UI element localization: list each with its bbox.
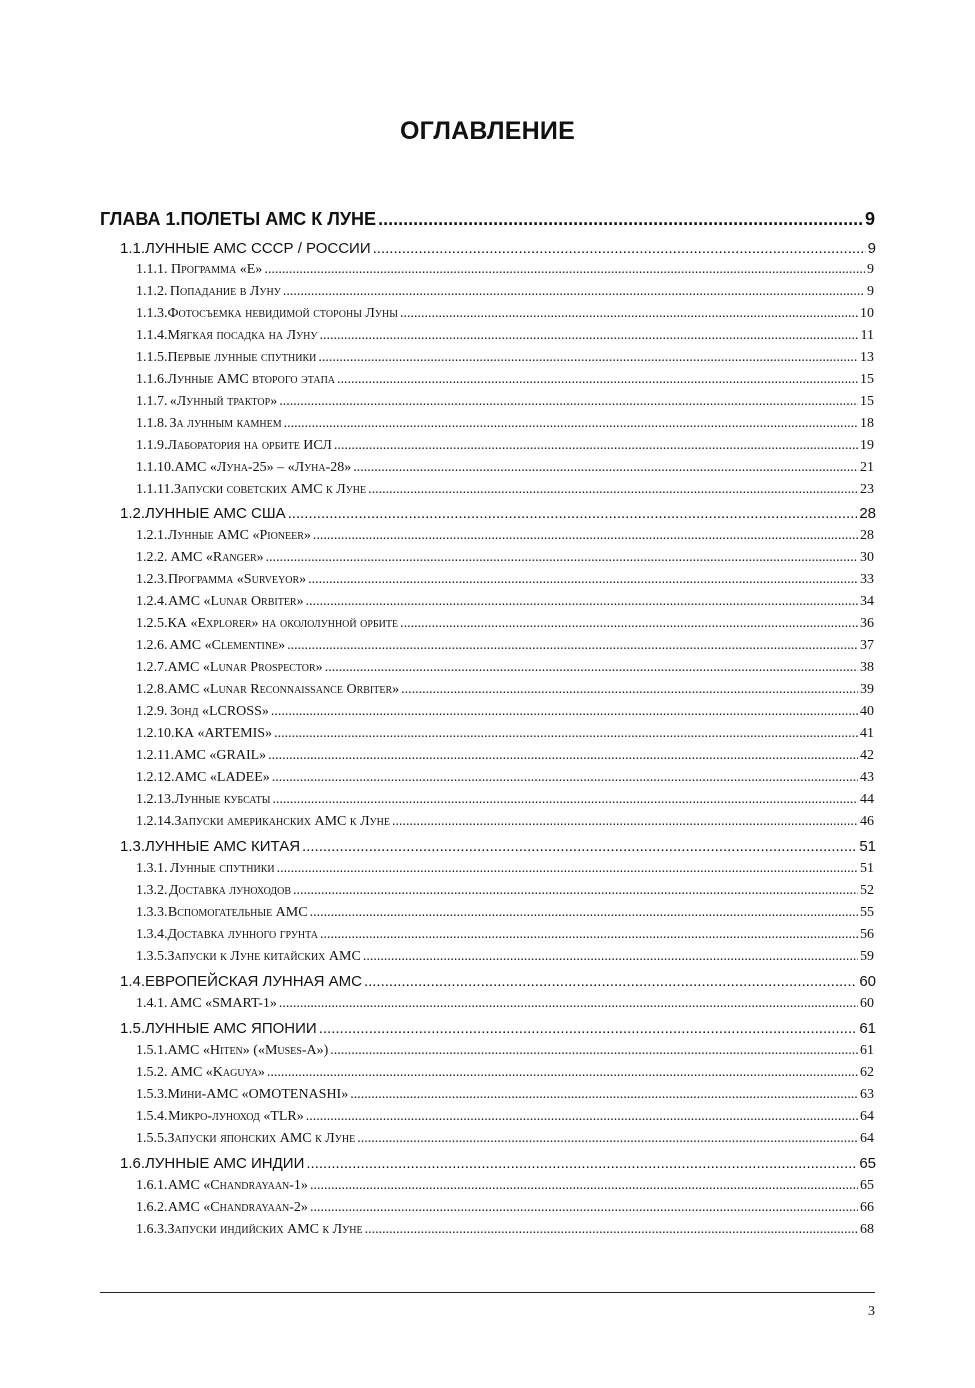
toc-entry-page: 42 <box>860 748 874 763</box>
toc-entry-page: 30 <box>860 550 874 565</box>
toc-section-entry[interactable] <box>120 838 876 855</box>
toc-entry-page: 38 <box>860 660 874 675</box>
toc-subsection-entry[interactable] <box>136 638 874 654</box>
toc-dot-leader <box>272 792 858 808</box>
toc-entry-number: 1.2.4. <box>136 594 168 609</box>
toc-entry-number: 1.4.1. <box>136 996 168 1011</box>
toc-section-entry[interactable] <box>120 505 876 522</box>
toc-entry-number: 1.2.14. <box>136 814 175 829</box>
toc-dot-leader <box>306 1109 858 1125</box>
toc-section-entry[interactable] <box>120 1020 876 1037</box>
toc-entry-title: ЛУННЫЕ АМС СССР / РОССИИ <box>145 240 371 257</box>
toc-entry-title: Лаборатория на орбите ИСЛ <box>167 438 332 453</box>
toc-chapter-entry[interactable] <box>100 209 875 230</box>
toc-subsection-entry[interactable] <box>136 372 874 388</box>
toc-dot-leader <box>310 1178 858 1194</box>
toc-entry-page: 18 <box>860 416 874 431</box>
toc-entry-title: Мини-АМС «OMOTENASHI» <box>167 1087 349 1102</box>
toc-entry-number: 1.2. <box>120 505 146 522</box>
toc-entry-title: ЕВРОПЕЙСКАЯ ЛУННАЯ АМС <box>145 973 362 990</box>
toc-entry-page: 28 <box>859 505 876 522</box>
toc-subsection-entry[interactable] <box>136 1178 874 1194</box>
toc-entry-title: ПОЛЕТЫ АМС К ЛУНЕ <box>180 209 377 229</box>
toc-entry-title: Запуски советских АМС к Луне <box>173 482 367 497</box>
toc-dot-leader <box>310 905 858 921</box>
toc-dot-leader <box>308 572 858 588</box>
toc-entry-page: 43 <box>860 770 874 785</box>
toc-dot-leader <box>268 748 858 764</box>
toc-dot-leader <box>302 838 857 855</box>
toc-entry-number: 1.1.3. <box>136 306 168 321</box>
toc-dot-leader <box>378 209 863 230</box>
toc-entry-number: 1.2.1. <box>136 528 168 543</box>
toc-dot-leader <box>287 638 858 654</box>
toc-entry-page: 55 <box>860 905 874 920</box>
toc-dot-leader <box>365 1222 858 1238</box>
toc-entry-number: 1.3.5. <box>136 949 168 964</box>
toc-entry-title: ЛУННЫЕ АМС США <box>145 505 286 522</box>
toc-subsection-entry[interactable] <box>136 1043 874 1059</box>
toc-entry-number: 1.6.1. <box>136 1178 168 1193</box>
toc-entry-title: Запуски индийских АМС к Луне <box>167 1222 363 1237</box>
toc-entry-title: ЛУННЫЕ АМС КИТАЯ <box>145 838 301 855</box>
toc-entry-title: АМС «Луна-25» – «Луна-28» <box>174 460 352 475</box>
toc-dot-leader <box>264 262 865 278</box>
toc-entry-number: 1.3.3. <box>136 905 168 920</box>
toc-entry-title: За лунным камнем <box>169 416 282 431</box>
toc-entry-title: Зонд «LCROSS» <box>170 704 269 719</box>
toc-entry-number: 1.1.8. <box>136 416 168 431</box>
toc-entry-title: ЛУННЫЕ АМС ЯПОНИИ <box>145 1020 317 1037</box>
toc-dot-leader <box>279 394 858 410</box>
toc-entry-number: 1.2.7. <box>136 660 168 675</box>
toc-entry-number: 1.2.5. <box>136 616 168 631</box>
toc-subsection-entry[interactable] <box>136 1065 874 1081</box>
toc-entry-number: 1.3. <box>120 838 146 855</box>
toc-entry-page: 63 <box>860 1087 874 1102</box>
toc-subsection-entry[interactable] <box>136 1087 874 1103</box>
toc-entry-title: АМС «Clementine» <box>169 638 286 653</box>
toc-entry-page: 23 <box>860 482 874 497</box>
toc-subsection-entry[interactable] <box>136 660 874 676</box>
toc-entry-title: КА «ARTEMIS» <box>174 726 273 741</box>
toc-entry-number: 1.1.1. <box>136 262 168 277</box>
toc-entry-title: Запуски американских АМС к Луне <box>174 814 390 829</box>
toc-entry-page: 40 <box>860 704 874 719</box>
toc-entry-title: АМС «Chandrayaan-2» <box>167 1200 308 1215</box>
toc-entry-number: 1.2.3. <box>136 572 168 587</box>
toc-entry-page: 41 <box>860 726 874 741</box>
toc-dot-leader <box>266 550 858 566</box>
toc-entry-title: Доставка лунного грунта <box>167 927 318 942</box>
toc-entry-page: 28 <box>860 528 874 543</box>
toc-entry-page: 51 <box>859 838 876 855</box>
toc-entry-page: 46 <box>860 814 874 829</box>
toc-dot-leader <box>293 883 858 899</box>
toc-entry-title: Лунные кубсаты <box>174 792 271 807</box>
toc-entry-page: 65 <box>859 1155 876 1172</box>
toc-dot-leader <box>310 1200 858 1216</box>
toc-entry-title: Программа «Е» <box>170 262 263 277</box>
toc-entry-page: 39 <box>860 682 874 697</box>
toc-entry-title: Попадание в Луну <box>169 284 281 299</box>
toc-entry-number: 1.2.10. <box>136 726 175 741</box>
toc-dot-leader <box>373 240 866 257</box>
toc-entry-page: 51 <box>860 861 874 876</box>
toc-entry-page: 52 <box>860 883 874 898</box>
toc-entry-title: Микро-луноход «TLR» <box>168 1109 304 1124</box>
toc-subsection-entry[interactable] <box>136 460 874 476</box>
toc-entry-title: АМС «GRAIL» <box>173 748 267 763</box>
toc-entry-title: АМС «Chandrayaan-1» <box>167 1178 308 1193</box>
toc-section-entry[interactable] <box>120 973 876 990</box>
toc-entry-number: 1.2.12. <box>136 770 175 785</box>
toc-dot-leader <box>337 372 858 388</box>
toc-subsection-entry[interactable] <box>136 528 874 544</box>
toc-subsection-entry[interactable] <box>136 1131 874 1147</box>
toc-entry-page: 65 <box>860 1178 874 1193</box>
toc-dot-leader <box>274 726 858 742</box>
toc-subsection-entry[interactable] <box>136 927 874 943</box>
toc-entry-page: 9 <box>867 240 876 257</box>
toc-dot-leader <box>306 1155 857 1172</box>
toc-dot-leader <box>400 616 858 632</box>
toc-entry-title: Лунные спутники <box>169 861 275 876</box>
toc-dot-leader <box>313 528 858 544</box>
toc-entry-page: 19 <box>860 438 874 453</box>
toc-subsection-entry[interactable] <box>136 792 874 808</box>
toc-entry-number: 1.5. <box>120 1020 146 1037</box>
toc-dot-leader <box>267 1065 858 1081</box>
toc-entry-title: АМС «SMART-1» <box>169 996 277 1011</box>
toc-subsection-entry[interactable] <box>136 438 874 454</box>
toc-dot-leader <box>320 927 858 943</box>
toc-entry-title: АМС «Lunar Orbiter» <box>168 594 304 609</box>
toc-entry-page: 15 <box>860 372 874 387</box>
toc-dot-leader <box>400 306 858 322</box>
toc-entry-number: 1.6. <box>120 1155 146 1172</box>
toc-entry-page: 13 <box>860 350 874 365</box>
toc-entry-page: 9 <box>867 262 874 277</box>
toc-entry-number: 1.6.2. <box>136 1200 168 1215</box>
toc-entry-number: 1.1. <box>120 240 146 257</box>
toc-entry-page: 61 <box>859 1020 876 1037</box>
toc-entry-title: Запуски японских АМС к Луне <box>167 1131 356 1146</box>
toc-dot-leader <box>319 1020 858 1037</box>
toc-subsection-entry[interactable] <box>136 482 874 498</box>
toc-subsection-entry[interactable] <box>136 748 874 764</box>
toc-dot-leader <box>283 284 865 300</box>
toc-dot-leader <box>319 328 858 344</box>
toc-entry-title: Доставка луноходов <box>168 883 292 898</box>
toc-subsection-entry[interactable] <box>136 682 874 698</box>
toc-entry-page: 68 <box>860 1222 874 1237</box>
toc-subsection-entry[interactable] <box>136 594 874 610</box>
toc-subsection-entry[interactable] <box>136 883 874 899</box>
toc-dot-leader <box>272 770 858 786</box>
toc-subsection-entry[interactable] <box>136 284 874 300</box>
toc-subsection-entry[interactable] <box>136 949 874 965</box>
toc-subsection-entry[interactable] <box>136 996 874 1012</box>
toc-entry-page: 64 <box>860 1109 874 1124</box>
toc-dot-leader <box>277 861 858 877</box>
toc-entry-title: Фотосъемка невидимой стороны Луны <box>167 306 398 321</box>
toc-entry-page: 9 <box>867 284 874 299</box>
toc-entry-number: 1.1.7. <box>136 394 168 409</box>
toc-entry-title: Мягкая посадка на Луну <box>167 328 318 343</box>
toc-entry-number: 1.2.8. <box>136 682 168 697</box>
toc-entry-page: 44 <box>860 792 874 807</box>
toc-entry-page: 60 <box>859 973 876 990</box>
toc-subsection-entry[interactable] <box>136 550 874 566</box>
footer-divider <box>100 1292 875 1293</box>
toc-dot-leader <box>364 973 857 990</box>
toc-dot-leader <box>271 704 858 720</box>
toc-subsection-entry[interactable] <box>136 770 874 786</box>
toc-entry-page: 59 <box>860 949 874 964</box>
toc-entry-page: 61 <box>860 1043 874 1058</box>
toc-entry-number: ГЛАВА 1. <box>100 209 181 229</box>
toc-entry-title: АМС «Ranger» <box>170 550 264 565</box>
toc-dot-leader <box>279 996 858 1012</box>
toc-entry-title: Запуски к Луне китайских АМС <box>167 949 361 964</box>
toc-section-entry[interactable] <box>120 240 876 257</box>
toc-section-entry[interactable] <box>120 1155 876 1172</box>
toc-dot-leader <box>350 1087 858 1103</box>
toc-subsection-entry[interactable] <box>136 861 874 877</box>
toc-entry-page: 60 <box>860 996 874 1011</box>
toc-entry-title: Лунные АМС «Pioneer» <box>167 528 311 543</box>
toc-subsection-entry[interactable] <box>136 350 874 366</box>
toc-dot-leader <box>325 660 858 676</box>
toc-entry-title: «Лунный трактор» <box>169 394 278 409</box>
toc-entry-number: 1.1.6. <box>136 372 168 387</box>
toc-subsection-entry[interactable] <box>136 905 874 921</box>
toc-entry-title: АМС «Lunar Prospector» <box>167 660 323 675</box>
toc-subsection-entry[interactable] <box>136 416 874 432</box>
toc-entry-title: ЛУННЫЕ АМС ИНДИИ <box>145 1155 305 1172</box>
toc-entry-title: Лунные АМС второго этапа <box>167 372 336 387</box>
toc-entry-number: 1.1.10. <box>136 460 175 475</box>
page-number: 3 <box>868 1304 875 1319</box>
toc-entry-number: 1.5.4. <box>136 1109 168 1124</box>
toc-entry-number: 1.6.3. <box>136 1222 168 1237</box>
toc-subsection-entry[interactable] <box>136 306 874 322</box>
toc-dot-leader <box>401 682 858 698</box>
toc-entry-number: 1.5.1. <box>136 1043 168 1058</box>
toc-dot-leader <box>306 594 858 610</box>
toc-entry-number: 1.1.11. <box>136 482 174 497</box>
toc-entry-number: 1.1.5. <box>136 350 168 365</box>
toc-entry-page: 37 <box>860 638 874 653</box>
toc-dot-leader <box>363 949 858 965</box>
toc-subsection-entry[interactable] <box>136 704 874 720</box>
toc-entry-page: 66 <box>860 1200 874 1215</box>
toc-entry-number: 1.2.2. <box>136 550 168 565</box>
toc-subsection-entry[interactable] <box>136 1109 874 1125</box>
toc-entry-title: Программа «Surveyor» <box>168 572 307 587</box>
toc-entry-number: 1.2.11. <box>136 748 174 763</box>
toc-entry-title: АМС «Kaguya» <box>170 1065 265 1080</box>
toc-subsection-entry[interactable] <box>136 394 874 410</box>
toc-dot-leader <box>353 460 858 476</box>
toc-entry-number: 1.1.4. <box>136 328 168 343</box>
toc-dot-leader <box>334 438 858 454</box>
page-title: ОГЛАВЛЕНИЕ <box>400 117 575 145</box>
toc-subsection-entry[interactable] <box>136 616 874 632</box>
toc-entry-number: 1.3.1. <box>136 861 168 876</box>
toc-entry-page: 21 <box>860 460 874 475</box>
toc-subsection-entry[interactable] <box>136 1200 874 1216</box>
toc-entry-title: Вспомогательные АМС <box>167 905 308 920</box>
toc-dot-leader <box>330 1043 858 1059</box>
toc-subsection-entry[interactable] <box>136 328 874 344</box>
toc-entry-number: 1.5.3. <box>136 1087 168 1102</box>
toc-entry-page: 15 <box>860 394 874 409</box>
toc-entry-number: 1.3.2. <box>136 883 168 898</box>
toc-entry-title: АМС «Lunar Reconnaissance Orbiter» <box>167 682 400 697</box>
toc-subsection-entry[interactable] <box>136 572 874 588</box>
toc-entry-page: 62 <box>860 1065 874 1080</box>
toc-subsection-entry[interactable] <box>136 262 874 278</box>
toc-entry-page: 9 <box>864 209 875 229</box>
toc-entry-title: Первые лунные спутники <box>167 350 317 365</box>
toc-dot-leader <box>284 416 858 432</box>
toc-dot-leader <box>357 1131 858 1147</box>
toc-entry-number: 1.1.2. <box>136 284 168 299</box>
toc-entry-number: 1.2.13. <box>136 792 175 807</box>
toc-entry-number: 1.4. <box>120 973 146 990</box>
toc-subsection-entry[interactable] <box>136 814 874 830</box>
toc-entry-title: АМС «LADEE» <box>174 770 270 785</box>
toc-subsection-entry[interactable] <box>136 726 874 742</box>
toc-entry-number: 1.5.5. <box>136 1131 168 1146</box>
toc-entry-page: 34 <box>860 594 874 609</box>
toc-entry-number: 1.5.2. <box>136 1065 168 1080</box>
toc-dot-leader <box>288 505 858 522</box>
toc-entry-page: 33 <box>860 572 874 587</box>
toc-entry-page: 36 <box>860 616 874 631</box>
toc-entry-page: 11 <box>860 328 874 343</box>
toc-entry-number: 1.1.9. <box>136 438 168 453</box>
toc-entry-title: АМС «Hiten» («Muses-A») <box>167 1043 329 1058</box>
toc-entry-page: 10 <box>860 306 874 321</box>
toc-dot-leader <box>368 482 858 498</box>
toc-dot-leader <box>392 814 858 830</box>
toc-entry-number: 1.3.4. <box>136 927 168 942</box>
toc-entry-page: 64 <box>860 1131 874 1146</box>
toc-dot-leader <box>318 350 858 366</box>
toc-entry-number: 1.2.6. <box>136 638 168 653</box>
toc-entry-title: КА «Explorer» на окололунной орбите <box>167 616 399 631</box>
toc-entry-number: 1.2.9. <box>136 704 168 719</box>
toc-subsection-entry[interactable] <box>136 1222 874 1238</box>
toc-entry-page: 56 <box>860 927 874 942</box>
